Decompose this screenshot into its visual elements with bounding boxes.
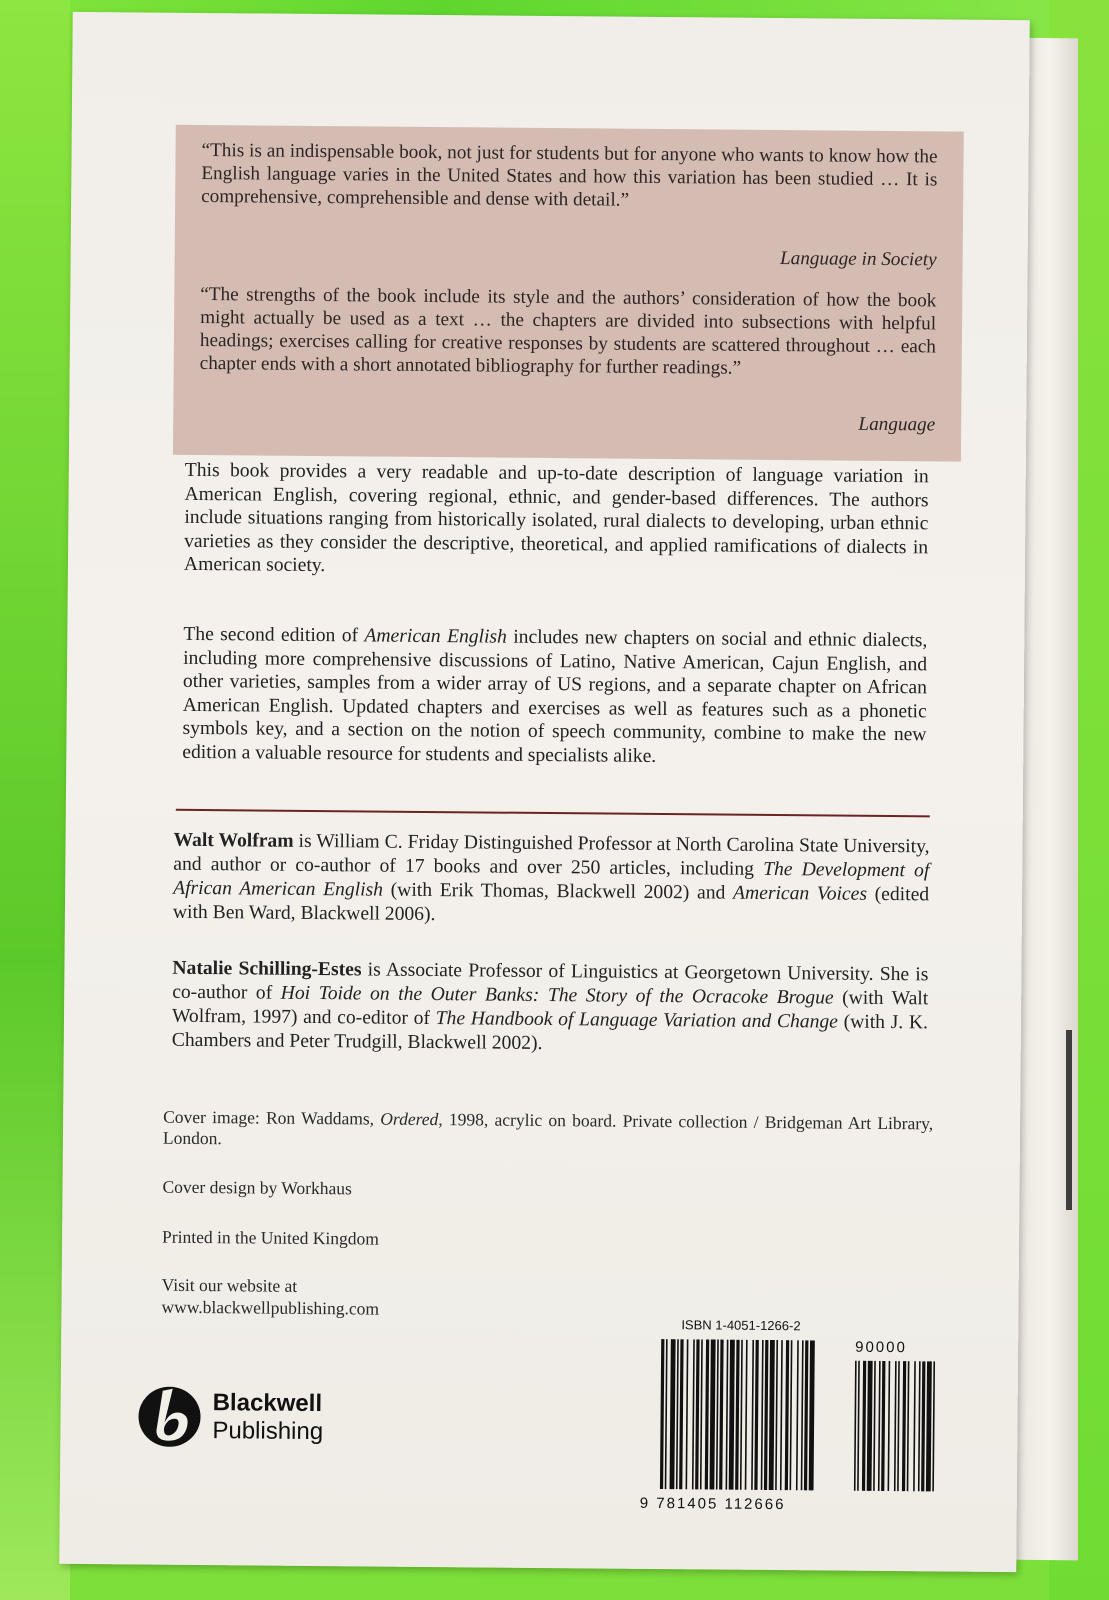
barcode-bar <box>670 1339 676 1489</box>
barcode-bar <box>932 1361 935 1491</box>
barcode-bar <box>780 1340 783 1490</box>
barcode-bar <box>809 1340 815 1490</box>
bio-text: (edited with Ben Ward, Blackwell 2006). <box>172 883 930 926</box>
barcode-bar <box>726 1340 729 1490</box>
barcode-bar <box>660 1339 665 1489</box>
blackwell-b-icon <box>136 1382 203 1449</box>
bio-text: (with Walt Wolfram, 1997) and co-editor of <box>171 987 929 1030</box>
barcode-bar <box>754 1340 759 1490</box>
barcode-bar <box>686 1339 689 1489</box>
barcode-bar <box>676 1339 679 1489</box>
barcode-bar <box>897 1361 900 1491</box>
barcode-bar <box>902 1361 906 1491</box>
description-text: includes new chapters on social and ethnic dialects, including more comprehensive discussions of Latino, Native American, Cajun English, and other varieties, samples from a wider array of US regions, and a separate chapter on African American English. Updated chapters and exercises as well as features such as a phonetic symbols key, and a section on the notion of speech community, combine to make the new edition a valuable resource for students and specialists alike. <box>182 626 928 767</box>
barcode-bar <box>775 1340 778 1490</box>
barcode-bar <box>745 1340 748 1490</box>
review-quote-1: “This is an indispensable book, not just for students but for anyone who wants to know how the English language varies in the United States and how this variation has been studied … It is comprehensive, comprehensible and dense with detail.” <box>201 139 938 211</box>
barcode-bar <box>921 1361 925 1491</box>
publisher-name-line-1: Blackwell <box>212 1389 323 1418</box>
printed-in: Printed in the United Kingdom <box>162 1226 379 1249</box>
barcode-digits: 9 781405 112666 <box>639 1494 786 1514</box>
book-back-cover <box>59 12 1030 1572</box>
book-spine-mark <box>1066 1030 1072 1210</box>
isbn-barcode <box>658 1339 939 1497</box>
barcode-bar <box>761 1340 764 1490</box>
description-text: The second edition of <box>183 623 365 647</box>
barcode-bar <box>881 1361 885 1491</box>
barcode-bar <box>665 1339 668 1489</box>
review-source-1: Language in Society <box>779 248 937 271</box>
barcode-bar <box>719 1340 724 1490</box>
barcode-bar <box>918 1361 921 1491</box>
barcode-bar <box>769 1340 775 1490</box>
description-paragraph-2 <box>182 623 927 770</box>
review-quote-2: “The strengths of the book include its style and the authors’ consideration of how the book might actually be used as a text … the chapters are divided into subsections with helpful headings; exercises calling for creative responses by students are scattered throughout … each chapter ends with a short annotated bibliography for further readings.” <box>199 283 937 379</box>
barcode-bar <box>878 1361 881 1491</box>
artwork-title: Ordered <box>380 1108 439 1130</box>
section-divider <box>176 809 930 818</box>
author-bio-wolfram <box>173 829 930 932</box>
review-quotes-box <box>173 125 964 462</box>
review-source-2: Language <box>858 413 936 436</box>
website-prompt: Visit our website at <box>161 1274 298 1296</box>
barcode-bar <box>894 1361 897 1491</box>
blackwell-logo <box>136 1382 337 1454</box>
description-paragraph-1: This book provides a very readable and up-to-date description of language variation in American English, covering regional, ethnic, and gender-based differences. The authors include situations ranging from historically isolated, rural dialects to developing, urban ethnic varieties as they consider the descriptive, theoretical, and applied ramifications of dialects in American society. <box>183 459 929 577</box>
barcode-bar <box>804 1340 809 1490</box>
author-name: Walt Wolfram <box>173 829 294 852</box>
barcode-bar <box>854 1361 857 1491</box>
barcode-bar <box>796 1340 799 1490</box>
credit-text: Cover image: Ron Waddams, <box>163 1106 381 1129</box>
cover-image-credit <box>163 1107 933 1156</box>
barcode-bar <box>710 1339 716 1489</box>
barcode-bar <box>857 1361 860 1491</box>
author-bio-schilling <box>172 957 929 1060</box>
barcode-bar <box>729 1340 735 1490</box>
barcode-bar <box>862 1361 866 1491</box>
barcode-bar <box>716 1340 719 1490</box>
barcode-bar <box>785 1340 790 1490</box>
barcode-bar <box>705 1339 710 1489</box>
bio-text: is Associate Professor of Linguistics at Georgetown University. She is co-author of <box>172 959 929 1004</box>
credit-text: , 1998, acrylic on board. Private collection / Bridgeman Art Library, London. <box>162 1109 934 1149</box>
book-title: American Voices <box>732 882 868 905</box>
bio-text: (with Erik Thomas, Blackwell 2002) and <box>382 879 734 904</box>
book-title: Hoi Toide on the Outer Banks: The Story of the Ocracoke Brogue <box>280 982 834 1009</box>
barcode-bar <box>751 1340 754 1490</box>
barcode-bar <box>735 1340 740 1490</box>
barcode-bar <box>888 1361 891 1491</box>
publisher-name-line-2: Publishing <box>212 1417 324 1446</box>
book-title: The Handbook of Language Variation and Change <box>435 1008 839 1033</box>
cover-design-credit: Cover design by Workhaus <box>162 1176 352 1199</box>
bio-text: is William C. Friday Distinguished Professor at North Carolina State University, and author or co-author of 17 books and over 250 articles, including <box>173 830 930 880</box>
book-title: The Development of African American English <box>173 858 930 901</box>
barcode-bar <box>764 1340 769 1490</box>
isbn-label: ISBN 1-4051-1266-2 <box>681 1317 801 1334</box>
barcode-bar <box>867 1361 873 1491</box>
barcode-bar <box>740 1340 743 1490</box>
barcode-bar <box>679 1339 684 1489</box>
author-name: Natalie Schilling-Estes <box>172 957 362 981</box>
price-code: 90000 <box>855 1338 907 1357</box>
green-background-left <box>0 0 70 1600</box>
barcode-bar <box>692 1339 695 1489</box>
barcode-bar <box>700 1339 703 1489</box>
bio-text: (with J. K. Chambers and Peter Trudgill, Blackwell 2002). <box>171 1011 929 1054</box>
barcode-bar <box>926 1361 932 1491</box>
barcode-bar <box>801 1340 804 1490</box>
barcode-bar <box>790 1340 793 1490</box>
book-title: American English <box>364 625 508 648</box>
barcode-bar <box>873 1361 876 1491</box>
barcode-bar <box>695 1339 700 1489</box>
barcode-bar <box>913 1361 916 1491</box>
website-url: www.blackwellpublishing.com <box>161 1296 380 1319</box>
barcode-bar <box>907 1361 910 1491</box>
